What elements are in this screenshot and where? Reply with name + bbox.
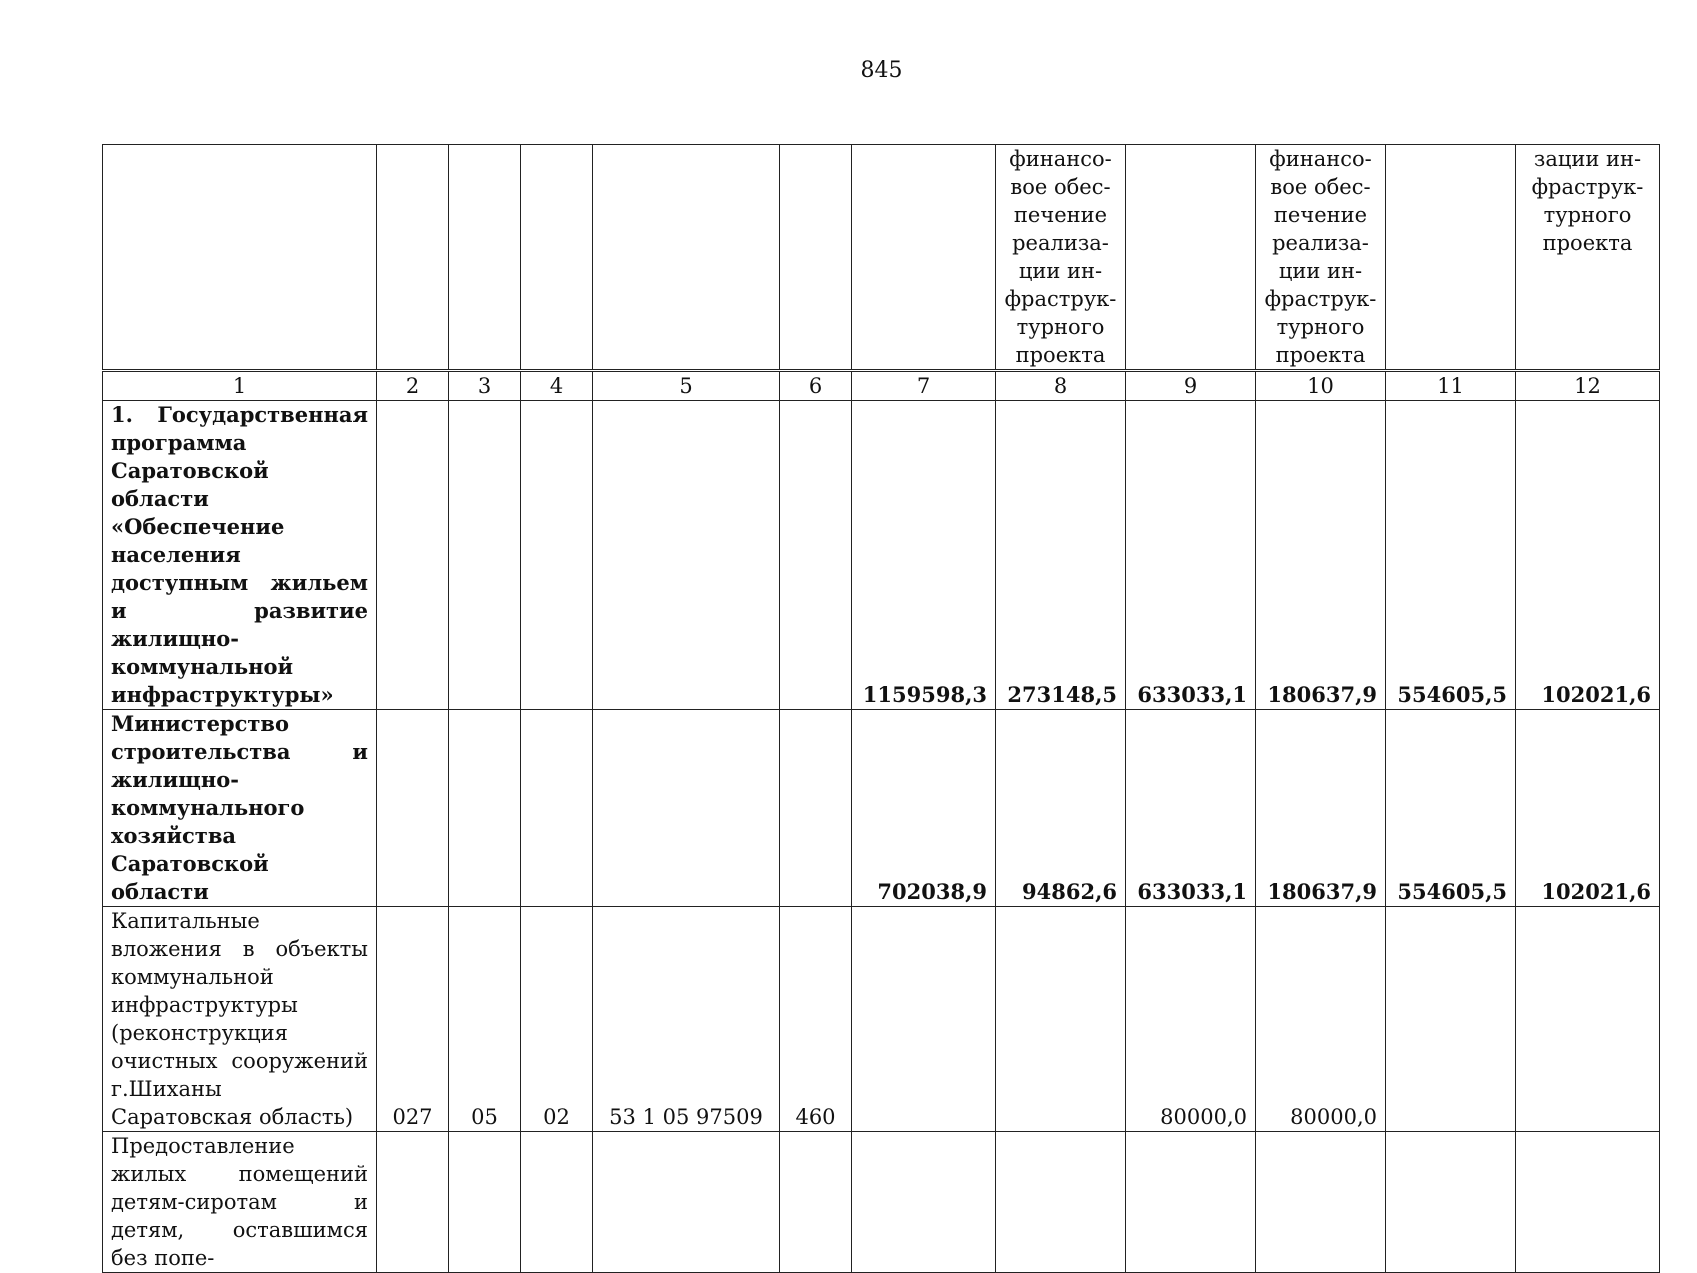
- cell-ministry: [377, 401, 449, 710]
- column-number: 2: [377, 371, 449, 401]
- cell-section: [449, 710, 521, 907]
- column-number: 4: [521, 371, 593, 401]
- cell-value: 1159598,3: [852, 401, 996, 710]
- cell-target-article: [593, 1132, 780, 1273]
- cell-value: 180637,9: [1256, 710, 1386, 907]
- cell-expense-type: [780, 401, 852, 710]
- cell-ministry: [377, 1132, 449, 1273]
- column-number: 8: [996, 371, 1126, 401]
- header-cell-col12: зации ин- фраструк- турного проекта: [1516, 145, 1660, 371]
- column-number: 12: [1516, 371, 1660, 401]
- cell-value: 180637,9: [1256, 401, 1386, 710]
- column-number: 1: [103, 371, 377, 401]
- cell-target-article: 53 1 05 97509: [593, 907, 780, 1132]
- header-cell: [449, 145, 521, 371]
- cell-value: [1516, 1132, 1660, 1273]
- cell-value: 273148,5: [996, 401, 1126, 710]
- cell-value: [1516, 907, 1660, 1132]
- cell-expense-type: [780, 1132, 852, 1273]
- cell-value: [852, 907, 996, 1132]
- row-name: Предоставление жилых помещений детям-сиротам и детям, оставшимся без попе-: [103, 1132, 377, 1273]
- column-number: 9: [1126, 371, 1256, 401]
- cell-subsection: [521, 710, 593, 907]
- table-row: [103, 401, 1660, 710]
- cell-value: 102021,6: [1516, 401, 1660, 710]
- cell-value: 102021,6: [1516, 710, 1660, 907]
- column-number: 5: [593, 371, 780, 401]
- cell-ministry: 027: [377, 907, 449, 1132]
- header-continuation-row: [103, 145, 1660, 371]
- page-number: 845: [860, 58, 903, 83]
- column-number: 6: [780, 371, 852, 401]
- header-cell-col10: финансо- вое обес- печение реализа- ции ин- фраструк- турного проекта: [1256, 145, 1386, 371]
- header-cell: [521, 145, 593, 371]
- header-cell: [780, 145, 852, 371]
- cell-section: 05: [449, 907, 521, 1132]
- cell-value: [852, 1132, 996, 1273]
- table-row: [103, 1132, 1660, 1273]
- budget-table: [102, 144, 1660, 1273]
- cell-expense-type: [780, 710, 852, 907]
- cell-value: 554605,5: [1386, 401, 1516, 710]
- header-cell: [852, 145, 996, 371]
- cell-value: [1386, 907, 1516, 1132]
- column-number-row: [103, 371, 1660, 401]
- cell-value: 554605,5: [1386, 710, 1516, 907]
- row-name: Капитальные вложения в объекты коммунальной инфраструктуры (реконструкция очистных сооружений г.Шиханы Саратовская область): [103, 907, 377, 1132]
- cell-subsection: [521, 401, 593, 710]
- cell-value: 80000,0: [1126, 907, 1256, 1132]
- cell-value: 80000,0: [1256, 907, 1386, 1132]
- header-cell: [593, 145, 780, 371]
- cell-value: [996, 907, 1126, 1132]
- table-row: [103, 710, 1660, 907]
- column-number: 11: [1386, 371, 1516, 401]
- cell-value: 702038,9: [852, 710, 996, 907]
- cell-value: [1386, 1132, 1516, 1273]
- cell-target-article: [593, 710, 780, 907]
- header-cell: [1386, 145, 1516, 371]
- cell-ministry: [377, 710, 449, 907]
- row-name: Министерство строительства и жилищно-коммунального хозяйства Саратовской области: [103, 710, 377, 907]
- row-name: 1. Государственная программа Саратовской области «Обеспечение населения доступным жильем и развитие жилищно-коммунальной инфраструктуры»: [103, 401, 377, 710]
- cell-target-article: [593, 401, 780, 710]
- table-row: [103, 907, 1660, 1132]
- column-number: 10: [1256, 371, 1386, 401]
- header-cell: [1126, 145, 1256, 371]
- cell-value: 633033,1: [1126, 401, 1256, 710]
- column-number: 3: [449, 371, 521, 401]
- cell-value: 94862,6: [996, 710, 1126, 907]
- header-cell: [103, 145, 377, 371]
- cell-subsection: [521, 1132, 593, 1273]
- header-cell: [377, 145, 449, 371]
- header-cell-col8: финансо- вое обес- печение реализа- ции ин- фраструк- турного проекта: [996, 145, 1126, 371]
- cell-section: [449, 1132, 521, 1273]
- cell-value: 633033,1: [1126, 710, 1256, 907]
- cell-value: [1126, 1132, 1256, 1273]
- cell-subsection: 02: [521, 907, 593, 1132]
- cell-expense-type: 460: [780, 907, 852, 1132]
- cell-value: [996, 1132, 1126, 1273]
- cell-section: [449, 401, 521, 710]
- cell-value: [1256, 1132, 1386, 1273]
- column-number: 7: [852, 371, 996, 401]
